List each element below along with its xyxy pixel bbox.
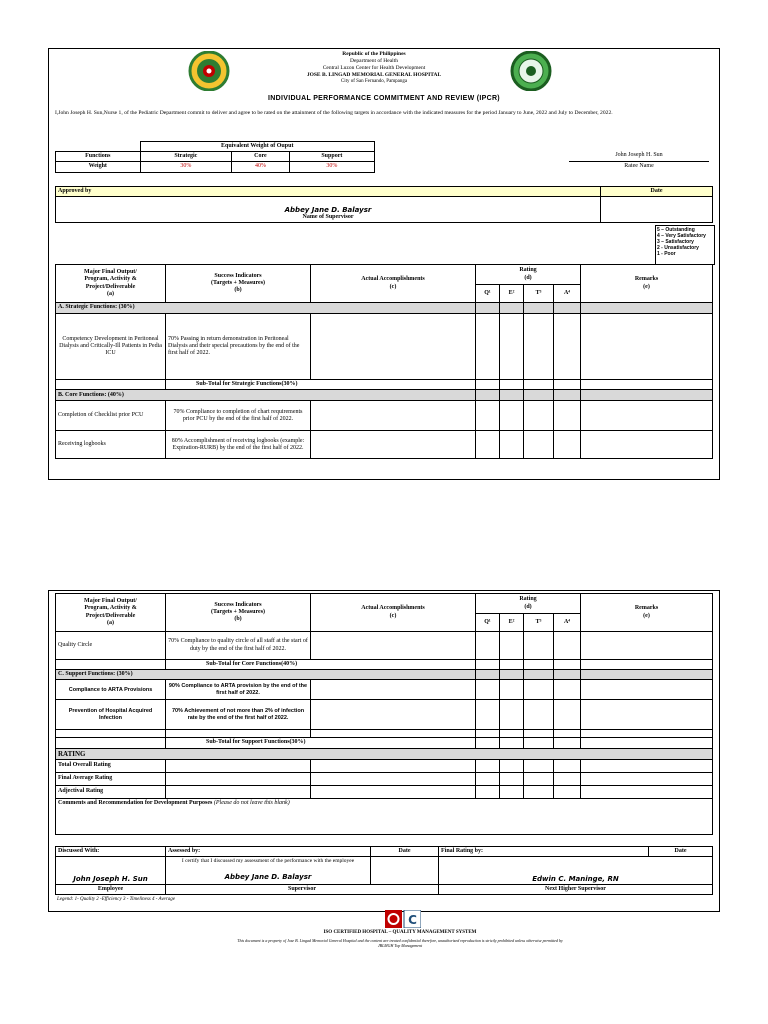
next-higher-supervisor-signature: Edwin C. Maninge, RN bbox=[532, 874, 619, 883]
header-center: Central Luzon Center for Health Development bbox=[322, 64, 426, 71]
row2-si: 70% Compliance to completion of chart requirements prior PCU by the end of the first half of 2022. bbox=[166, 401, 311, 431]
row3-mfo: Receiving logbooks bbox=[56, 431, 166, 459]
weight-label: Weight bbox=[56, 162, 141, 172]
employee-signature: John Joseph H. Sun bbox=[73, 874, 148, 883]
ratee-label: Ratee Name bbox=[624, 163, 654, 169]
iso-logo-icon bbox=[385, 910, 421, 928]
row6-mfo: Prevention of Hospital Acquired Infection bbox=[56, 700, 166, 730]
row5-mfo: Compliance to ARTA Provisions bbox=[56, 680, 166, 700]
col-actual-accomplishments: Actual Accomplishments (c) bbox=[311, 265, 476, 303]
row3-si: 80% Accomplishment of receiving logbooks (example: Expiration-RURB) by the end of the first half of 2022. bbox=[166, 431, 311, 459]
row6-si: 70% Achievement of not more than 2% of infection rate by the end of the first half of 2022. bbox=[166, 700, 311, 730]
adjectival-rating: Adjectival Rating bbox=[56, 785, 166, 798]
p2-col-average: A⁴ bbox=[554, 614, 581, 632]
col-quality: Q¹ bbox=[476, 285, 500, 303]
section-support: C. Support Functions: (30%) bbox=[56, 670, 476, 680]
comments-note: (Please do not leave this blank) bbox=[213, 799, 290, 806]
weight-strategic: 30% bbox=[140, 162, 232, 172]
p2-col-success-indicators: Success Indicators (Targets + Measures) (b) bbox=[166, 594, 311, 632]
supervisor-role-label: Supervisor bbox=[166, 885, 439, 895]
rating-scale bbox=[655, 225, 715, 265]
scale-3: 3 – Satisfactory bbox=[657, 239, 694, 245]
subtotal-support: Sub-Total for Support Functions(30%) bbox=[166, 738, 476, 748]
col-strategic: Strategic bbox=[140, 152, 232, 162]
svg-text:C: C bbox=[408, 913, 417, 927]
weight-table bbox=[55, 141, 375, 173]
p2-col-quality: Q¹ bbox=[476, 614, 500, 632]
functions-label: Functions bbox=[56, 152, 141, 162]
row1-si: 70% Passing in return demonstration in Peritoneal Dialysis and their special precautions by the end of the first half of 2022. bbox=[166, 314, 311, 380]
rating-heading: RATING bbox=[56, 748, 713, 759]
assessed-by-label: Assessed by: bbox=[166, 847, 371, 857]
scale-4: 4 – Very Satisfactory bbox=[657, 233, 706, 239]
row4-si: 70% Compliance to quality circle of all staff at the start of duty by the end of the first half of 2022. bbox=[166, 632, 311, 660]
assessed-date-label: Date bbox=[371, 847, 439, 857]
approval-table bbox=[55, 186, 713, 223]
col-efficiency: E² bbox=[500, 285, 524, 303]
p2-col-rating: Rating (d) bbox=[476, 594, 581, 614]
doh-seal-icon bbox=[187, 51, 231, 91]
weight-support: 30% bbox=[289, 162, 374, 172]
col-support: Support bbox=[289, 152, 374, 162]
supervisor-signature: Abbey Jane D. Balaysr bbox=[284, 205, 372, 214]
col-rating: Rating (d) bbox=[476, 265, 581, 285]
header-hospital: JOSE B. LINGAD MEMORIAL GENERAL HOSPITAL bbox=[306, 71, 442, 78]
ipcr-table-page-1 bbox=[55, 264, 713, 459]
employee-label: Employee bbox=[56, 885, 166, 895]
header-department: Department of Health bbox=[350, 57, 398, 64]
comments-label: Comments and Recommendation for Development Purposes bbox=[58, 799, 213, 806]
ipcr-page-1 bbox=[48, 48, 720, 480]
confidentiality-note: This document is a property of Jose B. Lingad Memorial General Hospital and the content are treated confidential therefore, unauthorized reproduction is strictly prohibited unless otherwise permitted by JBLMGH Top Management bbox=[237, 938, 563, 948]
supervisor-label: Name of Supervisor bbox=[302, 214, 354, 220]
scale-1: 1 - Poor bbox=[657, 251, 676, 257]
comments-cell bbox=[56, 798, 713, 834]
col-timeliness: T³ bbox=[524, 285, 554, 303]
assessor-signature: Abbey Jane D. Balaysr bbox=[224, 872, 312, 881]
total-overall-rating: Total Overall Rating bbox=[56, 759, 166, 772]
row4-mfo: Quality Circle bbox=[56, 632, 166, 660]
ipcr-page-2 bbox=[48, 590, 720, 912]
hospital-header bbox=[249, 51, 499, 85]
final-average-rating: Final Average Rating bbox=[56, 772, 166, 785]
col-core: Core bbox=[232, 152, 290, 162]
scale-2: 2 - Unsatisfactory bbox=[657, 245, 699, 251]
row2-mfo: Completion of Checklist prior PCU bbox=[56, 401, 166, 431]
ratee-name: John Joseph H. Sun bbox=[615, 152, 663, 158]
ipcr-table-page-2 bbox=[55, 593, 713, 835]
header-city: City of San Fernando, Pampanga bbox=[340, 78, 408, 84]
section-core: B. Core Functions: (40%) bbox=[56, 390, 476, 401]
row5-si: 90% Compliance to ARTA provision by the end of the first half of 2022. bbox=[166, 680, 311, 700]
subtotal-core: Sub-Total for Core Functions(40%) bbox=[166, 660, 476, 670]
weight-core: 40% bbox=[232, 162, 290, 172]
discussed-with-label: Discussed With: bbox=[56, 847, 166, 857]
final-date-label: Date bbox=[649, 847, 713, 857]
weight-caption: Equivalent Weight of Ouput bbox=[140, 142, 375, 152]
p2-col-remarks: Remarks (e) bbox=[581, 594, 713, 632]
intro-paragraph: I,John Joseph H. Sun,Nurse 1, of the Pediatric Department commit to deliver and agree to be rated on the attainment of the following targets in accordance with the indicated measures for the period January to June, 2022 and July to December, 2022. bbox=[55, 110, 613, 116]
document-title: INDIVIDUAL PERFORMANCE COMMITMENT AND REVIEW (IPCR) bbox=[268, 95, 500, 102]
col-average: A⁴ bbox=[554, 285, 581, 303]
approval-date-label: Date bbox=[601, 187, 713, 197]
final-rating-label: Final Rating by: bbox=[439, 847, 649, 857]
p2-col-timeliness: T³ bbox=[524, 614, 554, 632]
subtotal-strategic: Sub-Total for Strategic Functions(30%) bbox=[166, 380, 476, 390]
approved-by-label: Approved by bbox=[56, 187, 601, 197]
col-success-indicators: Success Indicators (Targets + Measures) (b) bbox=[166, 265, 311, 303]
p2-col-actual-accomplishments: Actual Accomplishments (c) bbox=[311, 594, 476, 632]
jblmgh-seal-icon bbox=[509, 51, 553, 91]
signature-table bbox=[55, 846, 713, 895]
next-higher-supervisor-label: Next Higher Supervisor bbox=[439, 885, 713, 895]
certify-statement: I certify that I discussed my assessment of the performance with the employee bbox=[181, 858, 355, 865]
legend: Legend: 1- Quality 2 -Efficiency 3 - Timeliness 4 - Average bbox=[57, 897, 175, 902]
row1-mfo: Competency Development in Peritoneal Dialysis and Critically-Ill Patients in Pedia ICU bbox=[56, 314, 166, 380]
section-strategic: A. Strategic Functions: (30%) bbox=[56, 303, 476, 314]
scale-5: 5 – Outstanding bbox=[657, 227, 695, 233]
header-republic: Republic of the Philippines bbox=[342, 51, 406, 57]
col-remarks: Remarks (e) bbox=[581, 265, 713, 303]
p2-col-mfo: Major Final Output/ Program, Activity & Project/Deliverable (a) bbox=[56, 594, 166, 632]
p2-col-efficiency: E² bbox=[500, 614, 524, 632]
iso-statement: ISO CERTIFIED HOSPITAL – QUALITY MANAGEMENT SYSTEM bbox=[323, 930, 477, 935]
col-mfo: Major Final Output/ Program, Activity & Project/Deliverable (a) bbox=[56, 265, 166, 303]
